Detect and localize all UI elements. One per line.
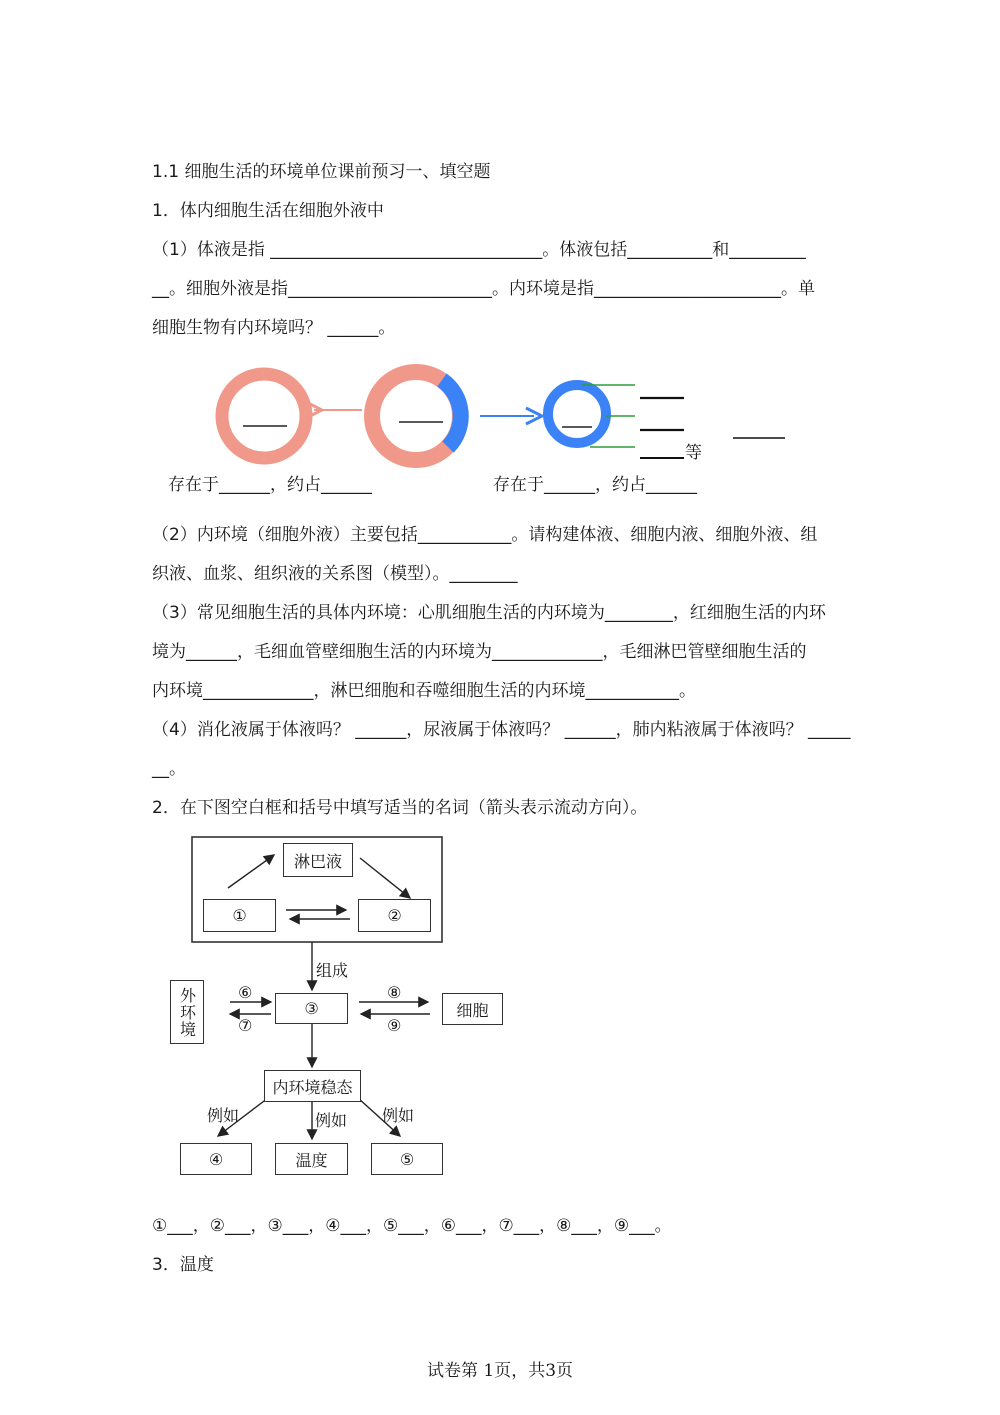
q1-part1-line1: （1）体液是指 ________________________________。体液包括__________和_________: [152, 240, 806, 260]
homeostasis-box: 内环境稳态: [264, 1070, 361, 1102]
circle-8: ⑧: [387, 983, 402, 1002]
q1-part2-line1: （2）内环境（细胞外液）主要包括___________。请构建体液、细胞内液、细胞外液、组: [152, 525, 818, 545]
lymph-box: 淋巴液: [283, 843, 353, 877]
temperature-box: 温度: [275, 1143, 348, 1175]
homeostasis-diagram: [160, 830, 520, 1190]
q1-heading: 1．体内细胞生活在细胞外液中: [152, 201, 384, 221]
box-3: ③: [275, 993, 348, 1024]
left-caption: 存在于______，约占______: [168, 475, 372, 495]
box-2: ②: [358, 899, 431, 932]
q1-part1-line3: 细胞生物有内环境吗？ ______。: [152, 318, 396, 338]
deng-label: 等: [685, 443, 702, 463]
q1-part3-line1: （3）常见细胞生活的具体内环境：心肌细胞生活的内环境为________，红细胞生活的内环: [152, 603, 826, 623]
cell-box: 细胞: [442, 993, 503, 1025]
q1-part1-line2: __。细胞外液是指________________________。内环境是指______________________。单: [152, 279, 815, 299]
q1-part4-line2: __。: [152, 759, 186, 779]
box-4: ④: [180, 1143, 252, 1175]
q3-heading: 3．温度: [152, 1255, 214, 1275]
example-middle: 例如: [315, 1111, 348, 1130]
example-right: 例如: [382, 1106, 415, 1125]
box-5: ⑤: [371, 1143, 443, 1175]
q2-heading: 2．在下图空白框和括号中填写适当的名词（箭头表示流动方向）。: [152, 798, 648, 818]
circle-6: ⑥: [238, 983, 253, 1002]
q1-part4-line1: （4）消化液属于体液吗？ ______，尿液属于体液吗？ ______，肺内粘液属于体液吗？ _____: [152, 720, 851, 740]
example-left: 例如: [207, 1106, 240, 1125]
page-footer: 试卷第 1页，共3页: [426, 1361, 574, 1381]
external-environment-box: 外环境: [170, 980, 204, 1044]
q2-answer-line: ①___，②___，③___，④___，⑤___，⑥___，⑦___，⑧___，⑨___。: [152, 1216, 672, 1236]
q1-part3-line3: 内环境_____________，淋巴细胞和吞噬细胞生活的内环境___________。: [152, 681, 696, 701]
worksheet-title: 1.1 细胞生活的环境单位课前预习一、填空题: [152, 162, 491, 182]
right-caption: 存在于______，约占______: [493, 475, 697, 495]
body-fluid-figure: [150, 350, 870, 500]
extracellular-ring: [548, 385, 606, 443]
box-1: ①: [203, 899, 276, 932]
q1-part3-line2: 境为______，毛细血管壁细胞生活的内环境为_____________，毛细淋巴管壁细胞生活的: [152, 642, 807, 662]
circle-7: ⑦: [238, 1016, 253, 1035]
compose-label: 组成: [316, 961, 349, 980]
intracellular-ring: [222, 374, 306, 458]
q1-part2-line2: 织液、血浆、组织液的关系图（模型）。________: [152, 564, 518, 584]
circle-9: ⑨: [387, 1016, 402, 1035]
